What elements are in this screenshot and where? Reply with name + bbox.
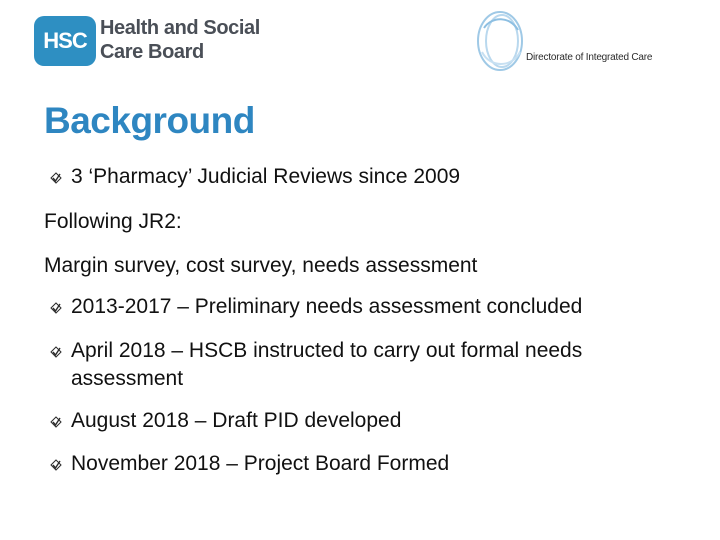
hsc-logo-box: HSC [34,16,96,66]
checkmark-diamond-icon [50,302,62,314]
list-item [44,293,684,321]
paragraph-2: Margin survey, cost survey, needs assessment [44,254,478,277]
org-name-line1: Health and Social [100,17,260,39]
checkmark-diamond-icon [50,459,62,471]
list-item-text: August 2018 – Draft PID developed [71,409,402,432]
directorate-name: Directorate of Integrated Care [526,52,653,63]
checkmark-diamond-icon [50,346,62,358]
slide-title: Background [44,100,255,141]
list-item-text: November 2018 – Project Board Formed [71,452,450,475]
list-item-text: April 2018 – HSCB instructed to carry out formal needs assessment [71,339,583,390]
top-bullet-text: 3 ‘Pharmacy’ Judicial Reviews since 2009 [71,165,461,188]
checkmark-diamond-icon [50,172,62,184]
directorate-emblem-icon [470,8,530,74]
checkmark-diamond-icon [50,416,62,428]
paragraph-1: Following JR2: [44,210,182,233]
list-item [44,337,644,393]
org-name [100,16,300,64]
org-name-line2: Care Board [100,41,204,63]
list-item-text: 2013-2017 – Preliminary needs assessment concluded [71,295,583,318]
top-bullet [44,163,684,191]
list-item [44,407,684,435]
list-item [44,450,684,478]
